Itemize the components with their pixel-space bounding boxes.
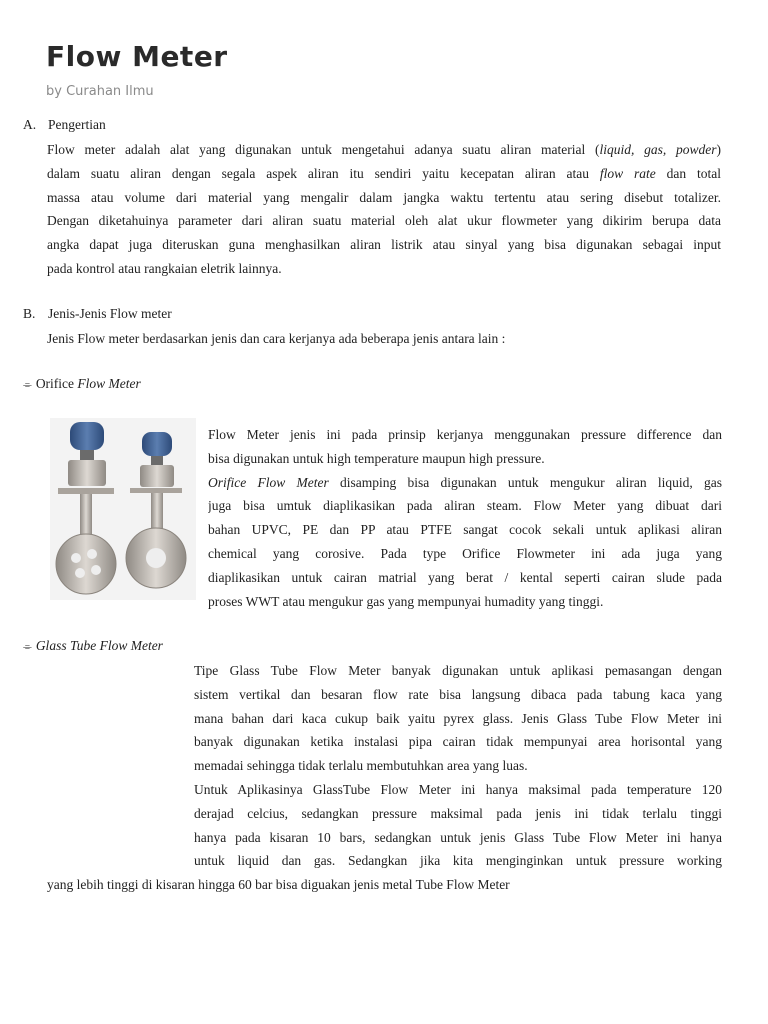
glass-tube-paragraph xyxy=(47,659,722,897)
document-byline: by Curahan Ilmu xyxy=(46,84,154,99)
text-run: bisa digunakan untuk high temperature maupun high pressure. xyxy=(208,450,545,466)
text-run: disamping bisa digunakan untuk mengukur aliran liquid, gas xyxy=(328,474,722,490)
paragraph-line xyxy=(194,802,722,826)
orifice-heading-plain: Orifice xyxy=(35,376,78,391)
paragraph-line xyxy=(194,849,722,873)
text-run: proses WWT atau mengukur gas yang mempunyai humadity yang tinggi. xyxy=(208,593,604,609)
paragraph-line xyxy=(194,707,722,731)
section-a-paragraph xyxy=(47,138,721,281)
paragraph-line xyxy=(194,659,722,683)
section-b-heading xyxy=(23,306,172,322)
text-run: Dengan diketahuinya parameter dari aliran suatu material oleh alat ukur flowmeter yang dikirim berupa data xyxy=(47,213,721,229)
paragraph-line xyxy=(208,518,722,542)
paragraph-line xyxy=(47,873,722,897)
text-run: sistem vertikal dan besaran flow rate bisa langsung dibaca pada tabung kaca yang xyxy=(194,686,722,702)
italic-term: flow rate xyxy=(599,165,656,181)
text-run: hanya pada kisaran 10 bars, sedangkan untuk jenis Glass Tube Flow Meter ini hanya xyxy=(194,829,722,845)
paragraph-line xyxy=(194,754,722,778)
text-run: pada kontrol atau rangkaian eletrik lainnya. xyxy=(47,260,282,276)
paragraph-line xyxy=(208,471,722,495)
text-run: Flow Meter jenis ini pada prinsip kerjanya menggunakan pressure difference dan xyxy=(208,427,722,442)
text-run: yang lebih tinggi di kisaran hingga 60 bar bisa diguakan jenis metal Tube Flow Meter xyxy=(47,877,510,893)
bullet-icon: ⌯ xyxy=(23,640,32,653)
paragraph-line xyxy=(47,162,721,186)
document-title: Flow Meter xyxy=(46,40,228,73)
section-b-intro xyxy=(47,327,721,351)
text-run: dan total xyxy=(655,165,721,181)
text-run: angka dapat juga diteruskan guna menghasilkan aliran listrik atau sinyal yang bisa digunakan sebagai input xyxy=(47,237,721,253)
paragraph-line xyxy=(47,186,721,210)
glass-tube-heading-italic: Glass Tube Flow Meter xyxy=(35,638,163,653)
orifice-flow-meter-photo xyxy=(50,418,196,600)
section-a-heading xyxy=(23,117,106,133)
text-run: banyak digunakan ketika instalasi pipa cairan tidak mempunyai area horisontal yang xyxy=(194,734,722,750)
section-a-label: A. xyxy=(23,117,37,132)
text-run: juga bisa umtuk diaplikasikan pada aliran steam. Flow Meter yang dibuat dari xyxy=(208,498,722,514)
text-run: Tipe Glass Tube Flow Meter banyak digunakan untuk aplikasi pemasangan dengan xyxy=(194,663,722,678)
paragraph-line xyxy=(47,209,721,233)
glass-tube-heading xyxy=(23,638,163,654)
paragraph-line xyxy=(208,542,722,566)
orifice-flow-meter-illustration xyxy=(50,418,196,600)
text-run: massa atau volume dari material yang mengalir dalam jangka waktu tertentu atau sering disebut totalizer. xyxy=(47,189,721,205)
orifice-heading xyxy=(23,376,141,392)
text-run: Untuk Aplikasinya GlassTube Flow Meter ini hanya maksimal pada temperature 120 xyxy=(194,781,722,797)
paragraph-line xyxy=(194,683,722,707)
section-b-label: B. xyxy=(23,306,36,321)
section-b-title: Jenis-Jenis Flow meter xyxy=(48,306,172,321)
text-run: dalam suatu aliran dengan segala aspek aliran itu sendiri yaitu kecepatan aliran atau xyxy=(47,165,600,181)
text-run: derajad celcius, sedangkan pressure maksimal pada jenis ini tidak terlalu tinggi xyxy=(194,805,722,821)
paragraph-line xyxy=(194,778,722,802)
text-run: Flow meter adalah alat yang digunakan untuk mengetahui adanya suatu aliran material ( xyxy=(47,142,600,157)
text-run: chemical yang corosive. Pada type Orifice Flowmeter ini ada juga yang xyxy=(208,545,722,561)
text-run: bahan UPVC, PE dan PP atau PTFE sangat cocok sekali untuk aplikasi aliran xyxy=(208,522,722,538)
paragraph-line xyxy=(208,566,722,590)
paragraph-line xyxy=(208,590,722,614)
section-b-intro-text: Jenis Flow meter berdasarkan jenis dan cara kerjanya ada beberapa jenis antara lain : xyxy=(47,331,506,346)
paragraph-line xyxy=(47,233,721,257)
section-a-title: Pengertian xyxy=(48,117,106,132)
italic-term: liquid, gas, powder xyxy=(599,142,717,157)
paragraph-line xyxy=(208,494,722,518)
paragraph-line xyxy=(194,730,722,754)
text-run: mana bahan dari kaca cukup baik yaitu pyrex glass. Jenis Glass Tube Flow Meter ini xyxy=(194,710,722,726)
text-run: ) xyxy=(716,142,721,157)
orifice-heading-italic: Flow Meter xyxy=(77,376,141,391)
paragraph-line xyxy=(47,138,721,162)
orifice-paragraph xyxy=(208,423,722,613)
paragraph-line xyxy=(47,257,721,281)
text-run: diaplikasikan untuk cairan matrial yang berat / kental seperti cairan slude pada xyxy=(208,569,722,585)
bullet-icon: ⌯ xyxy=(23,378,32,391)
paragraph-line xyxy=(208,423,722,447)
text-run: memadai sehingga tidak terlalu membutuhkan area yang luas. xyxy=(194,758,528,774)
text-run: untuk liquid dan gas. Sedangkan jika kita menginginkan untuk pressure working xyxy=(194,853,722,869)
paragraph-line xyxy=(208,447,722,471)
italic-term: Orifice Flow Meter xyxy=(208,474,329,490)
paragraph-line xyxy=(194,826,722,850)
